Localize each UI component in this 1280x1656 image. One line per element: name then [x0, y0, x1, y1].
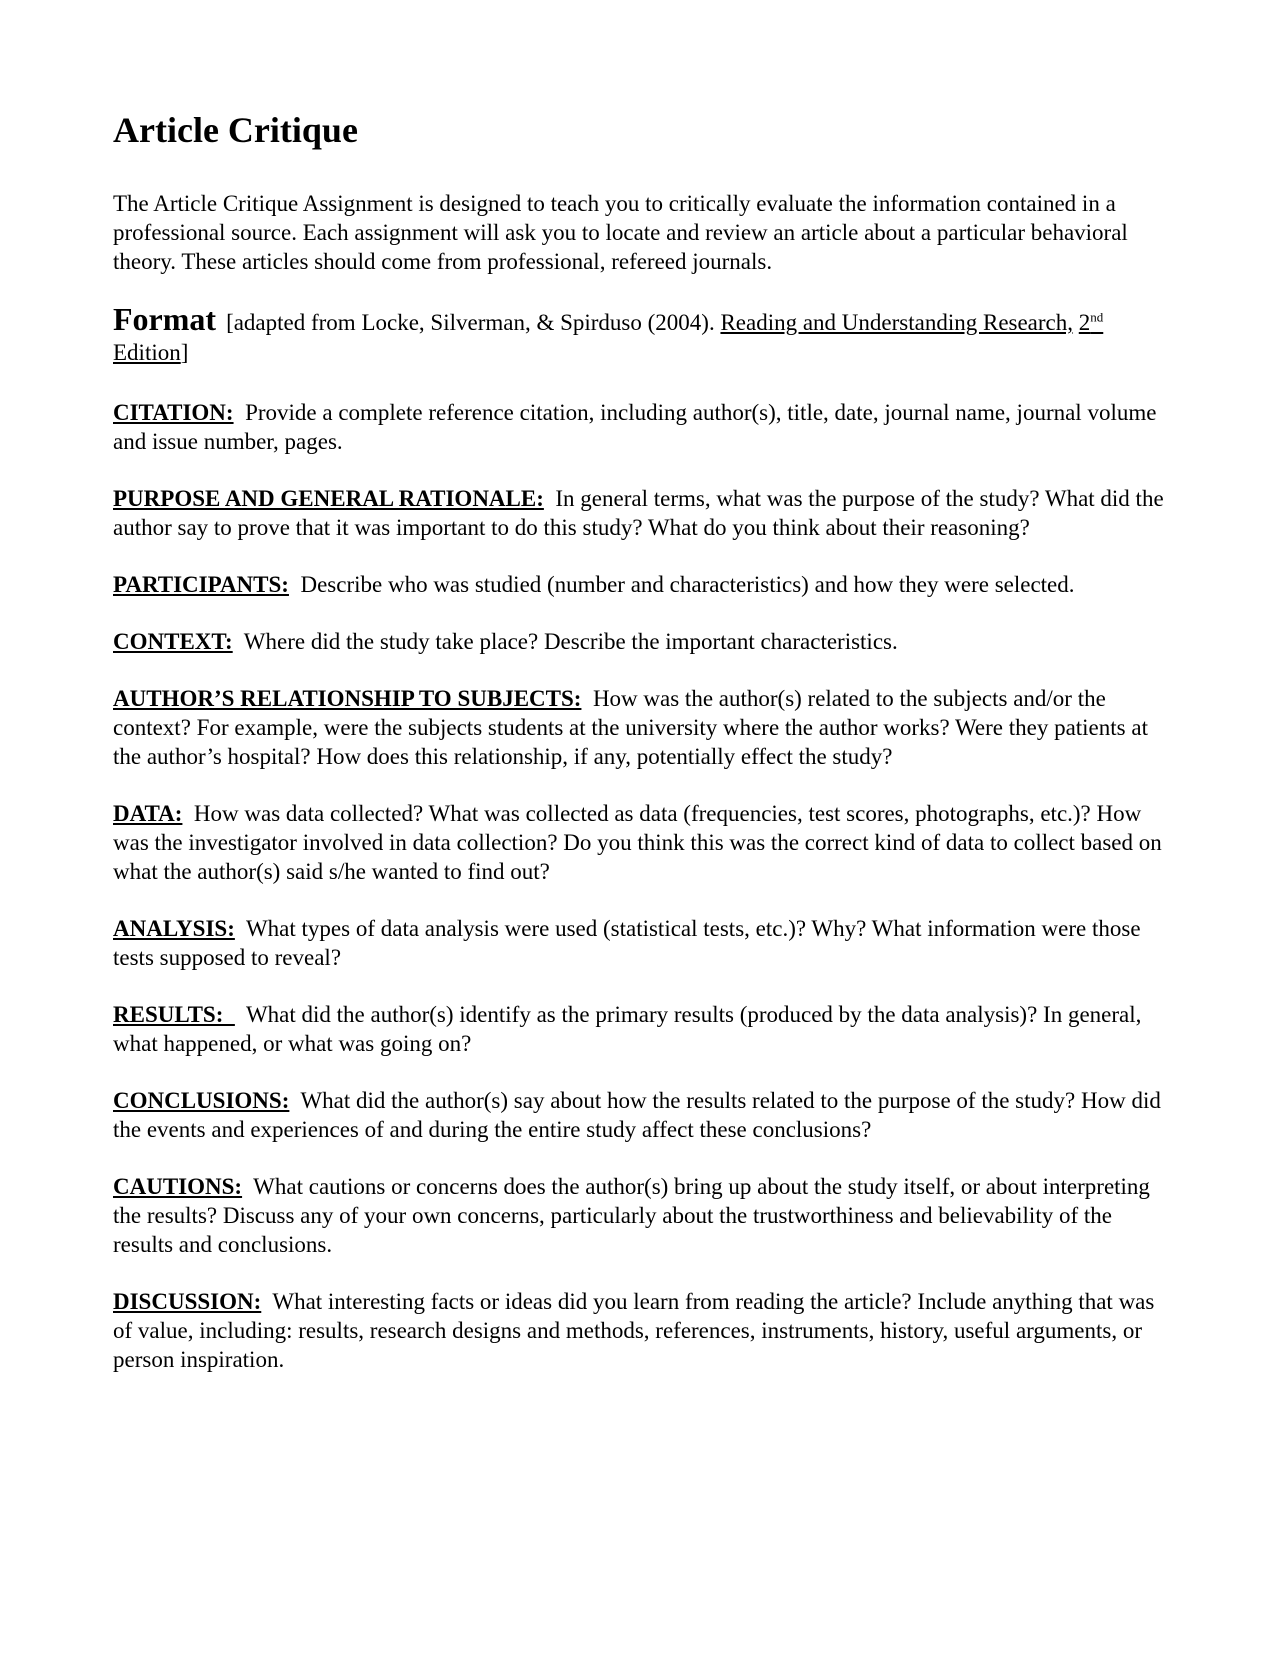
section-label: PURPOSE AND GENERAL RATIONALE:	[113, 486, 544, 511]
format-label: Format	[113, 301, 217, 337]
section-text: What did the author(s) say about how the results related to the purpose of the study? How did the events and experiences of and during the entire study affect these conclusions?	[113, 1088, 1161, 1142]
section-purpose	[113, 484, 1173, 542]
document-page	[113, 108, 1173, 1402]
section-author-relationship	[113, 684, 1173, 771]
section-text: Where did the study take place? Describe the important characteristics.	[243, 629, 898, 654]
section-label: AUTHOR’S RELATIONSHIP TO SUBJECTS:	[113, 686, 582, 711]
section-results	[113, 1000, 1173, 1058]
section-text: How was data collected? What was collected as data (frequencies, test scores, photographs, etc.)? How was the investigator involved in data collection? Do you think this was the correct kind of data to collect based on what the author(s) said s/he wanted to find out?	[113, 801, 1162, 884]
section-label: CONTEXT:	[113, 629, 233, 654]
section-label: CITATION:	[113, 400, 234, 425]
edition-word: Edition	[113, 340, 181, 365]
section-text: In general terms, what was the purpose of the study? What did the author say to prove that it was important to do this study? What do you think about their reasoning?	[113, 486, 1164, 540]
section-label: PARTICIPANTS:	[113, 572, 289, 597]
section-citation	[113, 398, 1173, 456]
edition-superscript: nd	[1090, 309, 1104, 325]
section-analysis	[113, 914, 1173, 972]
section-text: How was the author(s) related to the subjects and/or the context? For example, were the subjects students at the university where the author works? Were they patients at the author’s hospital? How does this relationship, if any, potentially effect the study?	[113, 686, 1148, 769]
section-text: What did the author(s) identify as the primary results (produced by the data analysis)? In general, what happened, or what was going on?	[113, 1002, 1142, 1056]
format-book-title: Reading and Understanding Research,	[720, 310, 1074, 335]
section-text: What cautions or concerns does the author(s) bring up about the study itself, or about interpreting the results? Discuss any of your own concerns, particularly about the trustworthiness and believability of the results and conclusions.	[113, 1174, 1150, 1257]
page-title: Article Critique	[113, 110, 358, 150]
section-label: DISCUSSION:	[113, 1289, 262, 1314]
section-context	[113, 627, 1173, 656]
format-close-bracket: ]	[180, 340, 189, 365]
section-text: Describe who was studied (number and characteristics) and how they were selected.	[300, 572, 1075, 597]
section-text: What types of data analysis were used (statistical tests, etc.)? Why? What information were those tests supposed to reveal?	[113, 916, 1141, 970]
section-conclusions	[113, 1086, 1173, 1144]
section-label: CAUTIONS:	[113, 1174, 243, 1199]
section-discussion	[113, 1287, 1173, 1374]
section-data	[113, 799, 1173, 886]
edition-number: 2	[1078, 310, 1091, 335]
format-adapted-text: [adapted from Locke, Silverman, & Spirduso (2004).	[226, 310, 721, 335]
section-label: CONCLUSIONS:	[113, 1088, 290, 1113]
section-label: RESULTS:	[113, 1002, 235, 1027]
section-label: ANALYSIS:	[113, 916, 235, 941]
intro-paragraph: The Article Critique Assignment is designed to teach you to critically evaluate the information contained in a professional source. Each assignment will ask you to locate and review an article about a particular behavioral theory. These articles should come from professional, refereed journals.	[113, 191, 1128, 274]
section-participants	[113, 570, 1173, 599]
section-text: Provide a complete reference citation, including author(s), title, date, journal name, journal volume and issue number, pages.	[113, 400, 1157, 454]
section-cautions	[113, 1172, 1173, 1259]
section-label: DATA:	[113, 801, 183, 826]
section-text: What interesting facts or ideas did you learn from reading the article? Include anything that was of value, including: results, research designs and methods, references, instruments, history, useful arguments, or person inspiration.	[113, 1289, 1155, 1372]
format-heading-block	[113, 301, 1173, 368]
